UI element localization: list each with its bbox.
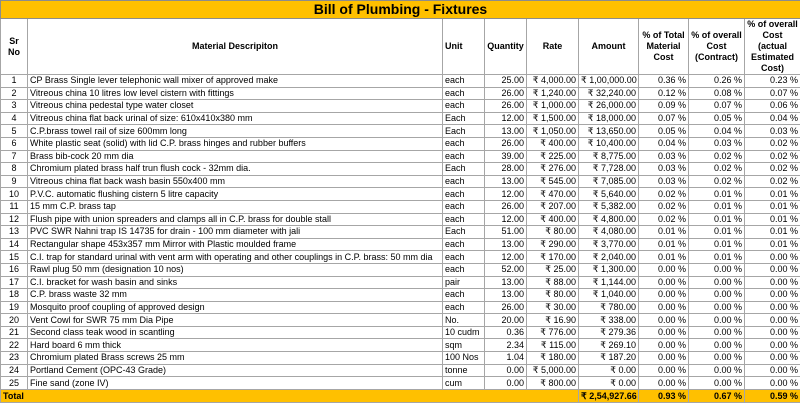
cell-pct-material: 0.00 % [639,276,689,289]
cell-pct-contract: 0.03 % [689,137,745,150]
cell-pct-actual: 0.23 % [745,75,800,88]
table-row [1,289,800,302]
table-row [1,263,800,276]
cell-pct-actual: 0.01 % [745,226,800,239]
cell-description: Fine sand (zone IV) [28,377,443,390]
cell-rate: ₹ 5,000.00 [527,364,579,377]
cell-pct-actual: 0.00 % [745,364,800,377]
cell-description: Rawl plug 50 mm (designation 10 nos) [28,263,443,276]
title-row [1,1,800,19]
cell-sr: 4 [1,112,28,125]
cell-pct-actual: 0.02 % [745,150,800,163]
cell-quantity: 28.00 [485,163,527,176]
cell-description: Hard board 6 mm thick [28,339,443,352]
cell-sr: 15 [1,251,28,264]
cell-pct-contract: 0.00 % [689,289,745,302]
cell-quantity: 12.00 [485,251,527,264]
table-row [1,377,800,390]
cell-pct-contract: 0.00 % [689,276,745,289]
cell-sr: 22 [1,339,28,352]
table-row [1,100,800,113]
total-pct-contract: 0.67 % [689,390,745,403]
cell-pct-contract: 0.01 % [689,200,745,213]
cell-sr: 9 [1,175,28,188]
header-unit: Unit [443,19,485,75]
cell-quantity: 13.00 [485,289,527,302]
cell-amount: ₹ 32,240.00 [579,87,639,100]
cell-amount: ₹ 8,775.00 [579,150,639,163]
cell-pct-material: 0.00 % [639,326,689,339]
cell-rate: ₹ 207.00 [527,200,579,213]
cell-sr: 19 [1,301,28,314]
cell-quantity: 52.00 [485,263,527,276]
table-row [1,163,800,176]
cell-unit: tonne [443,364,485,377]
cell-amount: ₹ 5,382.00 [579,200,639,213]
cell-pct-material: 0.00 % [639,339,689,352]
cell-pct-actual: 0.00 % [745,289,800,302]
cell-description: Portland Cement (OPC-43 Grade) [28,364,443,377]
cell-quantity: 25.00 [485,75,527,88]
cell-pct-contract: 0.00 % [689,352,745,365]
header-amount: Amount [579,19,639,75]
cell-unit: each [443,289,485,302]
cell-rate: ₹ 80.00 [527,226,579,239]
cell-quantity: 26.00 [485,301,527,314]
header-description: Material Descripiton [28,19,443,75]
cell-quantity: 13.00 [485,175,527,188]
cell-rate: ₹ 170.00 [527,251,579,264]
cell-pct-contract: 0.02 % [689,163,745,176]
cell-pct-material: 0.00 % [639,289,689,302]
cell-description: Vitreous china 10 litres low level cistern with fittings [28,87,443,100]
cell-quantity: 0.00 [485,364,527,377]
cell-pct-actual: 0.02 % [745,175,800,188]
cell-pct-contract: 0.04 % [689,125,745,138]
cell-sr: 5 [1,125,28,138]
table-row [1,364,800,377]
cell-pct-material: 0.03 % [639,175,689,188]
cell-description: Brass bib-cock 20 mm dia [28,150,443,163]
cell-pct-contract: 0.00 % [689,301,745,314]
table-row [1,112,800,125]
cell-rate: ₹ 1,240.00 [527,87,579,100]
cell-sr: 23 [1,352,28,365]
cell-unit: 10 cudm [443,326,485,339]
cell-unit: each [443,100,485,113]
table-row [1,314,800,327]
cell-pct-contract: 0.00 % [689,364,745,377]
cell-quantity: 12.00 [485,213,527,226]
cell-quantity: 13.00 [485,276,527,289]
cell-unit: each [443,75,485,88]
cell-unit: each [443,251,485,264]
cell-pct-material: 0.02 % [639,200,689,213]
cell-pct-contract: 0.01 % [689,238,745,251]
cell-rate: ₹ 16.90 [527,314,579,327]
header-quantity: Quantity [485,19,527,75]
table-row [1,125,800,138]
cell-amount: ₹ 269.10 [579,339,639,352]
cell-pct-material: 0.01 % [639,238,689,251]
cell-amount: ₹ 1,00,000.00 [579,75,639,88]
cell-description: C.P. brass waste 32 mm [28,289,443,302]
cell-description: 15 mm C.P. brass tap [28,200,443,213]
cell-unit: each [443,150,485,163]
cell-sr: 6 [1,137,28,150]
cell-quantity: 20.00 [485,314,527,327]
cell-pct-contract: 0.07 % [689,100,745,113]
cell-description: Vent Cowl for SWR 75 mm Dia Pipe [28,314,443,327]
header-pct-actual: % of overall Cost (actual Estimated Cost) [745,19,800,75]
table-row [1,188,800,201]
cell-sr: 8 [1,163,28,176]
cell-description: Chromium plated brass half trun flush cock - 32mm dia. [28,163,443,176]
cell-sr: 13 [1,226,28,239]
cell-pct-contract: 0.26 % [689,75,745,88]
cell-rate: ₹ 180.00 [527,352,579,365]
cell-rate: ₹ 290.00 [527,238,579,251]
cell-pct-actual: 0.07 % [745,87,800,100]
cell-sr: 14 [1,238,28,251]
cell-description: White plastic seat (solid) with lid C.P. brass hinges and rubber buffers [28,137,443,150]
cell-sr: 20 [1,314,28,327]
cell-pct-contract: 0.00 % [689,377,745,390]
cell-amount: ₹ 279.36 [579,326,639,339]
table-row [1,326,800,339]
cell-pct-material: 0.02 % [639,188,689,201]
cell-unit: No. [443,314,485,327]
cell-amount: ₹ 26,000.00 [579,100,639,113]
cell-pct-contract: 0.00 % [689,326,745,339]
cell-amount: ₹ 1,300.00 [579,263,639,276]
cell-description: P.V.C. automatic flushing cistern 5 litre capacity [28,188,443,201]
cell-quantity: 26.00 [485,137,527,150]
cell-unit: sqm [443,339,485,352]
cell-unit: each [443,301,485,314]
total-amount: ₹ 2,54,927.66 [579,390,639,403]
cell-unit: 100 Nos [443,352,485,365]
cell-sr: 18 [1,289,28,302]
cell-pct-contract: 0.01 % [689,213,745,226]
cell-quantity: 0.00 [485,377,527,390]
cell-pct-material: 0.00 % [639,314,689,327]
cell-pct-actual: 0.00 % [745,276,800,289]
cell-unit: Each [443,125,485,138]
cell-description: Vitreous china flat back urinal of size: 610x410x380 mm [28,112,443,125]
cell-description: CP Brass Single lever telephonic wall mixer of approved make [28,75,443,88]
cell-pct-material: 0.07 % [639,112,689,125]
cell-pct-material: 0.00 % [639,377,689,390]
cell-description: PVC SWR Nahni trap IS 14735 for drain - 100 mm diameter with jali [28,226,443,239]
cell-rate: ₹ 776.00 [527,326,579,339]
cell-rate: ₹ 470.00 [527,188,579,201]
header-row [1,19,800,75]
cell-amount: ₹ 13,650.00 [579,125,639,138]
table-row [1,352,800,365]
header-rate: Rate [527,19,579,75]
cell-rate: ₹ 88.00 [527,276,579,289]
cell-sr: 21 [1,326,28,339]
cell-pct-contract: 0.08 % [689,87,745,100]
cell-amount: ₹ 18,000.00 [579,112,639,125]
cell-quantity: 1.04 [485,352,527,365]
cell-pct-actual: 0.00 % [745,263,800,276]
cell-sr: 25 [1,377,28,390]
cell-pct-material: 0.00 % [639,263,689,276]
cell-pct-contract: 0.00 % [689,314,745,327]
cell-pct-material: 0.00 % [639,352,689,365]
table-row [1,200,800,213]
cell-unit: Each [443,163,485,176]
cell-unit: each [443,175,485,188]
cell-unit: each [443,87,485,100]
total-pct-actual: 0.59 % [745,390,800,403]
total-label: Total [1,390,579,403]
cell-sr: 3 [1,100,28,113]
cell-description: Mosquito proof coupling of approved design [28,301,443,314]
cell-sr: 12 [1,213,28,226]
header-pct-contract: % of overall Cost (Contract) [689,19,745,75]
table-row [1,301,800,314]
cell-amount: ₹ 780.00 [579,301,639,314]
cell-quantity: 13.00 [485,125,527,138]
table-row [1,175,800,188]
cell-pct-actual: 0.06 % [745,100,800,113]
table-row [1,339,800,352]
cell-quantity: 26.00 [485,100,527,113]
cell-pct-material: 0.01 % [639,226,689,239]
cell-description: Vitreous china flat back wash basin 550x400 mm [28,175,443,188]
cell-quantity: 0.36 [485,326,527,339]
cell-rate: ₹ 225.00 [527,150,579,163]
table-row [1,87,800,100]
cell-pct-actual: 0.02 % [745,163,800,176]
cell-pct-actual: 0.01 % [745,188,800,201]
cell-sr: 7 [1,150,28,163]
cell-rate: ₹ 400.00 [527,137,579,150]
cell-pct-material: 0.03 % [639,150,689,163]
cell-amount: ₹ 187.20 [579,352,639,365]
cell-description: Vitreous china pedestal type water closet [28,100,443,113]
cell-amount: ₹ 1,040.00 [579,289,639,302]
cell-amount: ₹ 10,400.00 [579,137,639,150]
cell-pct-contract: 0.01 % [689,188,745,201]
cell-unit: each [443,238,485,251]
cell-unit: each [443,213,485,226]
cell-quantity: 12.00 [485,188,527,201]
cell-rate: ₹ 25.00 [527,263,579,276]
cell-pct-material: 0.09 % [639,100,689,113]
cell-rate: ₹ 1,050.00 [527,125,579,138]
cell-pct-material: 0.36 % [639,75,689,88]
cell-unit: cum [443,377,485,390]
cell-quantity: 2.34 [485,339,527,352]
cell-rate: ₹ 276.00 [527,163,579,176]
table-row [1,238,800,251]
cell-sr: 10 [1,188,28,201]
cell-pct-actual: 0.04 % [745,112,800,125]
cell-amount: ₹ 1,144.00 [579,276,639,289]
cell-rate: ₹ 400.00 [527,213,579,226]
table-row [1,226,800,239]
cell-amount: ₹ 2,040.00 [579,251,639,264]
cell-rate: ₹ 800.00 [527,377,579,390]
cell-pct-actual: 0.00 % [745,339,800,352]
cell-pct-actual: 0.01 % [745,200,800,213]
cell-unit: Each [443,112,485,125]
cell-description: Flush pipe with union spreaders and clamps all in C.P. brass for double stall [28,213,443,226]
cell-quantity: 12.00 [485,112,527,125]
cell-pct-material: 0.03 % [639,163,689,176]
total-row [1,390,800,403]
cell-quantity: 51.00 [485,226,527,239]
cell-rate: ₹ 545.00 [527,175,579,188]
cell-description: Chromium plated Brass screws 25 mm [28,352,443,365]
cell-amount: ₹ 4,080.00 [579,226,639,239]
cell-amount: ₹ 0.00 [579,364,639,377]
cell-description: C.I. bracket for wash basin and sinks [28,276,443,289]
cell-pct-contract: 0.01 % [689,226,745,239]
table-row [1,75,800,88]
cell-sr: 1 [1,75,28,88]
table-row [1,213,800,226]
cell-rate: ₹ 1,500.00 [527,112,579,125]
table-row [1,276,800,289]
table-body [1,75,800,390]
cell-pct-actual: 0.01 % [745,213,800,226]
cell-pct-material: 0.12 % [639,87,689,100]
header-pct-material: % of Total Material Cost [639,19,689,75]
cell-rate: ₹ 4,000.00 [527,75,579,88]
cell-unit: Each [443,226,485,239]
sheet-title: Bill of Plumbing - Fixtures [1,1,800,19]
cell-pct-contract: 0.01 % [689,251,745,264]
cell-description: Second class teak wood in scantling [28,326,443,339]
cell-amount: ₹ 7,728.00 [579,163,639,176]
cell-pct-actual: 0.01 % [745,238,800,251]
cell-rate: ₹ 30.00 [527,301,579,314]
cell-pct-material: 0.00 % [639,301,689,314]
cell-description: Rectangular shape 453x357 mm Mirror with Plastic moulded frame [28,238,443,251]
cell-unit: each [443,137,485,150]
cell-quantity: 26.00 [485,87,527,100]
cell-pct-actual: 0.02 % [745,137,800,150]
cell-pct-material: 0.00 % [639,364,689,377]
cell-unit: pair [443,276,485,289]
cell-pct-material: 0.01 % [639,251,689,264]
cell-pct-material: 0.05 % [639,125,689,138]
cell-pct-actual: 0.00 % [745,301,800,314]
cell-sr: 11 [1,200,28,213]
cell-quantity: 39.00 [485,150,527,163]
table-row [1,137,800,150]
total-pct-material: 0.93 % [639,390,689,403]
cell-amount: ₹ 338.00 [579,314,639,327]
cell-pct-actual: 0.00 % [745,314,800,327]
cell-pct-actual: 0.00 % [745,377,800,390]
cell-pct-actual: 0.00 % [745,352,800,365]
cell-rate: ₹ 115.00 [527,339,579,352]
cell-amount: ₹ 7,085.00 [579,175,639,188]
cell-rate: ₹ 80.00 [527,289,579,302]
cell-unit: each [443,188,485,201]
cell-pct-material: 0.04 % [639,137,689,150]
cell-pct-contract: 0.00 % [689,339,745,352]
cell-unit: each [443,263,485,276]
cell-pct-contract: 0.00 % [689,263,745,276]
cell-sr: 17 [1,276,28,289]
header-sr: Sr No [1,19,28,75]
cell-quantity: 26.00 [485,200,527,213]
cell-sr: 24 [1,364,28,377]
table-row [1,150,800,163]
cell-pct-actual: 0.03 % [745,125,800,138]
cell-pct-contract: 0.05 % [689,112,745,125]
cell-amount: ₹ 5,640.00 [579,188,639,201]
cell-unit: each [443,200,485,213]
cell-pct-actual: 0.00 % [745,326,800,339]
cell-amount: ₹ 4,800.00 [579,213,639,226]
cell-pct-actual: 0.00 % [745,251,800,264]
table-row [1,251,800,264]
cell-pct-contract: 0.02 % [689,175,745,188]
cell-amount: ₹ 3,770.00 [579,238,639,251]
cell-sr: 2 [1,87,28,100]
cell-description: C.P.brass towel rail of size 600mm long [28,125,443,138]
cell-quantity: 13.00 [485,238,527,251]
cell-amount: ₹ 0.00 [579,377,639,390]
cell-pct-material: 0.02 % [639,213,689,226]
cell-description: C.I. trap for standard urinal with vent arm with operating and other couplings in C.P. brass: 50 mm dia [28,251,443,264]
cell-sr: 16 [1,263,28,276]
cell-rate: ₹ 1,000.00 [527,100,579,113]
cell-pct-contract: 0.02 % [689,150,745,163]
